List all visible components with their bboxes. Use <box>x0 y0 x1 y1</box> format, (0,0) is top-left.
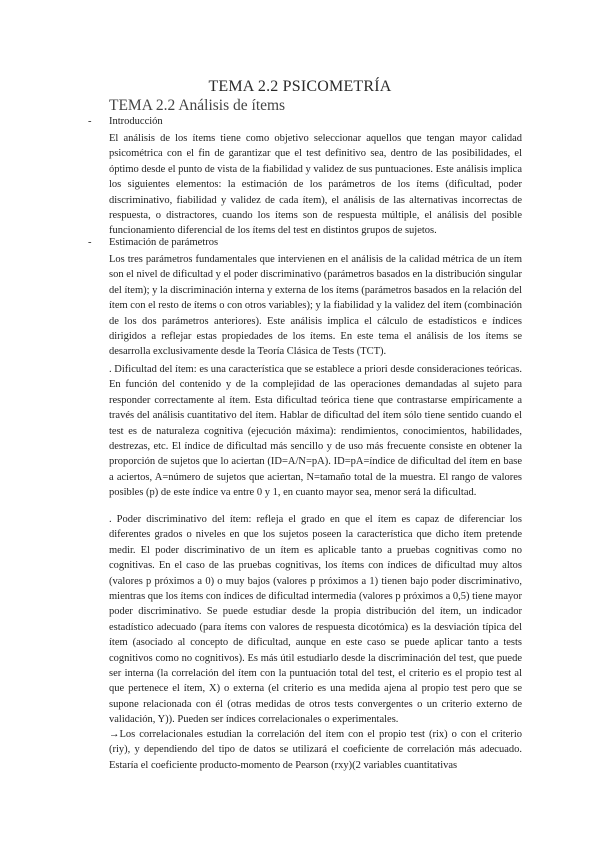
paragraph-correlacionales: →Los correlacionales estudian la correlación del ítem con el propio test (rix) o con el criterio (riy), y dependiendo del tipo de datos se utilizará el coeficiente de correlación más adecuado. Estaría el coeficiente producto-momento de Pearson (rxy)(2 variables cuantitativas <box>109 729 522 771</box>
bullet-dash: - <box>88 116 92 127</box>
page-title: TEMA 2.2 PSICOMETRÍA <box>208 78 392 95</box>
bullet-dash: - <box>88 237 92 248</box>
paragraph-introduccion: El análisis de los ítems tiene como objetivo seleccionar aquellos que tengan mayor calidad psicométrica con el fin de garantizar que el test definitivo sea, dentro de las posibilidades, el óptimo desde el punto de vista de la fiabilidad y validez de sus puntuaciones. Este análisis implica los siguientes elementos: la estimación de los parámetros de los ítems (dificultad, poder discriminativo, fiabilidad y validez de cada ítem), el análisis de las alternativas incorrectas de respuesta, o distractores, cuando los ítems son de respuesta múltiple, el análisis del posible funcionamiento diferencial de los ítems del test en distintos grupos de sujetos. <box>109 133 522 237</box>
paragraph-poder-discriminativo: . Poder discriminativo del ítem: refleja el grado en que el ítem es capaz de diferenciar los diferentes grados o niveles en que los sujetos poseen la característica que dicho ítem pretende medir. El poder discriminativo de un ítem es aplicable tanto a pruebas cognitivas como no cognitivas. En el caso de las pruebas cognitivas, los ítems con índices de dificultad muy altos (valores p próximos a 0) o muy bajos (valores p próximos a 1) tienen bajo poder discriminativo, mientras que los ítems con índices de dificultad intermedia (valores p próximos a 0,5) tiene mayor poder discriminativo. Se puede estudiar desde la propia distribución del ítem, un indicador estadístico adecuado (para ítems con valores de respuesta dicotómica) es la desviación típica del ítem (asociado al concepto de dificultad, aunque en este caso se puede aplicar tanto a tests cognitivos como no cognitivos). Es más útil estudiarlo desde la discriminación del test, que puede ser interna (la correlación del ítem con la puntuación total del test, el criterio es el propio test al que pertenece el ítem, X) o externa (el criterio es una medida ajena al propio test pero que se supone relacionada con él (otras medidas de otros tests convergentes o un criterio externo de validación, Y)). Pueden ser índices correlacionales o experimentales. <box>109 514 522 726</box>
paragraph-dificultad: . Dificultad del ítem: es una característica que se establece a priori desde consideraciones teóricas. En función del contenido y de la complejidad de las operaciones demandadas al sujeto para responder correctamente al ítem. Esta dificultad teórica tiene que contrastarse empíricamente a través del análisis cuantitativo del ítem. Hablar de dificultad del ítem sólo tiene sentido cuando el test es de naturaleza cognitiva (ejecución máxima): rendimientos, conocimientos, habilidades, destrezas, etc. El índice de dificultad más sencillo y de uso más frecuente consiste en obtener la proporción de sujetos que lo aciertan (ID=A/N=pA). ID=pA=índice de dificultad del ítem en base a aciertos, A=número de sujetos que aciertan, N=tamaño total de la muestra. El rango de valores posibles (p) de este índice va entre 0 y 1, en cuanto mayor sea, menor será la dificultad. <box>109 364 522 499</box>
section-heading-estimacion: Estimación de parámetros <box>109 237 219 248</box>
section-subtitle: TEMA 2.2 Análisis de ítems <box>109 97 286 114</box>
paragraph-parametros: Los tres parámetros fundamentales que intervienen en el análisis de la calidad métrica de un ítem son el nivel de dificultad y el poder discriminativo (parámetros basados en la distribución singular del ítem); y la discriminación interna y externa de los ítems (parámetros basados en la relación del ítem con el resto de ítems o con otros variables); y la fiabilidad y la validez del ítem (combinación de los dos parámetros anteriores). Este análisis implica el cálculo de estadísticos e índices dirigidos a reflejar estas propiedades de los ítems. En este tema el análisis de los ítems se desarrolla exclusivamente desde la Teoría Clásica de Tests (TCT). <box>109 254 522 358</box>
section-heading-introduccion: Introducción <box>109 116 163 127</box>
